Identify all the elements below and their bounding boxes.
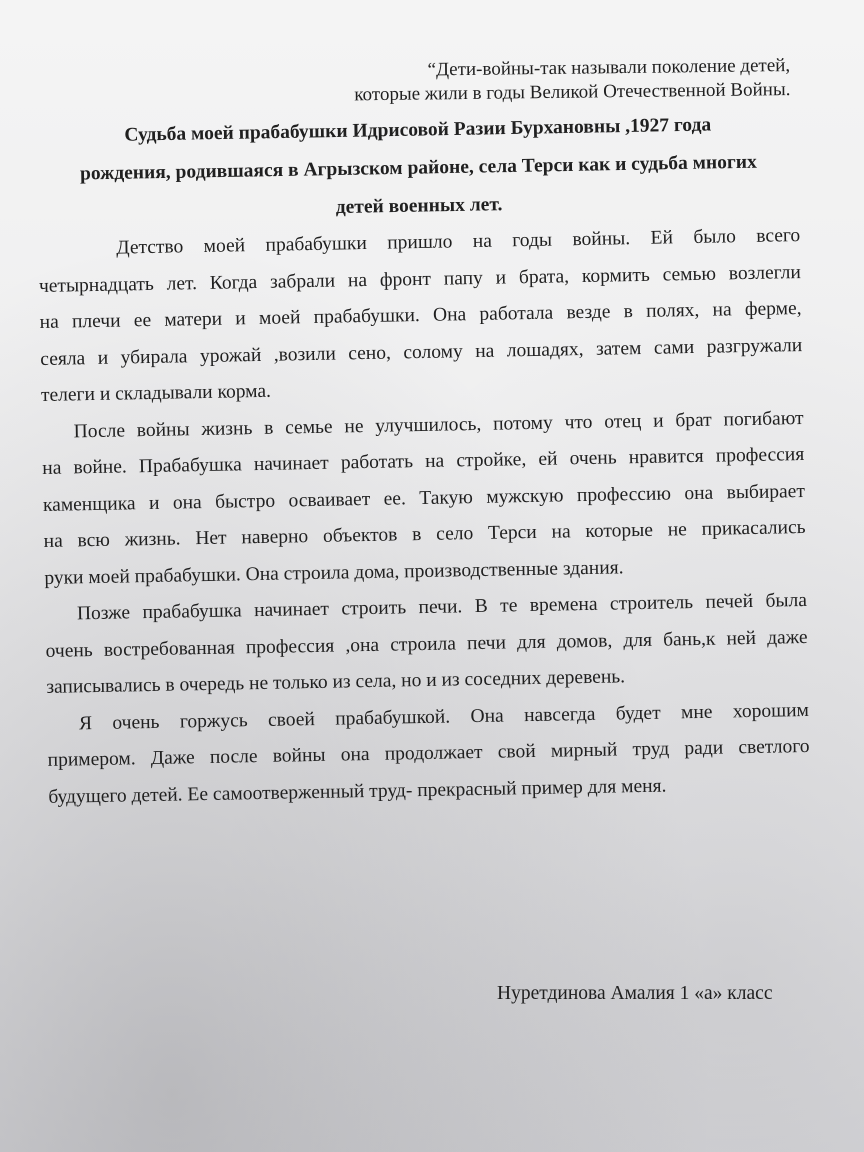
text-line: на плечи ее матери и моей прабабушки. Она работала везде в полях, на ферме, (39, 298, 802, 333)
text-line: Я очень горжусь своей прабабушкой. Она навсегда будет мне хорошим (78, 699, 810, 734)
epigraph-line: “Дети-войны-так называли поколение детей, (427, 55, 791, 81)
epigraph (300, 54, 791, 108)
title-line: рождения, родившаяся в Агрызском районе, села Терси как и судьба многих (79, 151, 757, 185)
text-line: Позже прабабушка начинает строить печи. В те времена строитель печей была (76, 589, 808, 625)
text-line: Детство моей прабабушки пришло на годы войны. Ей было всего (116, 225, 801, 259)
text-line: руки моей прабабушки. Она строила дома, производственные здания. (44, 556, 624, 589)
author-signature: Нуретдинова Амалия 1 «а» класс (497, 983, 773, 1004)
title-line: детей военных лет. (335, 194, 503, 219)
text-line: будущего детей. Ее самоотверженный труд- прекрасный пример для меня. (48, 775, 667, 808)
epigraph-line: которые жили в годы Великой Отечественной Войны. (354, 79, 791, 106)
text-line: каменщика и она быстро осваивает ее. Такую мужскую профессию она выбирает (42, 480, 806, 516)
title-line: Судьба моей прабабушки Идрисовой Разии Бурхановны ,1927 года (124, 114, 712, 146)
text-line: После войны жизнь в семье не улучшилось, потому что отец и брат погибают (73, 407, 804, 442)
text-line: на всю жизнь. Нет наверно объектов в село Терси на которые не прикасались (43, 516, 806, 552)
text-line: на войне. Прабабушка начинает работать на стройке, ей очень нравится профессия (42, 443, 805, 479)
text-line: примером. Даже после войны она продолжает свой мирный труд ради светлого (47, 735, 810, 771)
text-line: очень востребованная профессия ,она строила печи для домов, для бань,к ней даже (45, 626, 808, 662)
text-line: телеги и складывали корма. (40, 380, 272, 406)
text-line: записывались в очередь не только из села, но и из соседних деревень. (46, 666, 626, 698)
essay-title (50, 105, 787, 232)
text-line: сеяла и убирала урожай ,возили сено, солому на лошадях, затем сами разгружали (40, 334, 803, 370)
text-line: четырнадцать лет. Когда забрали на фронт папу и брата, кормить семью возлегли (38, 261, 802, 297)
essay-body (38, 218, 811, 816)
